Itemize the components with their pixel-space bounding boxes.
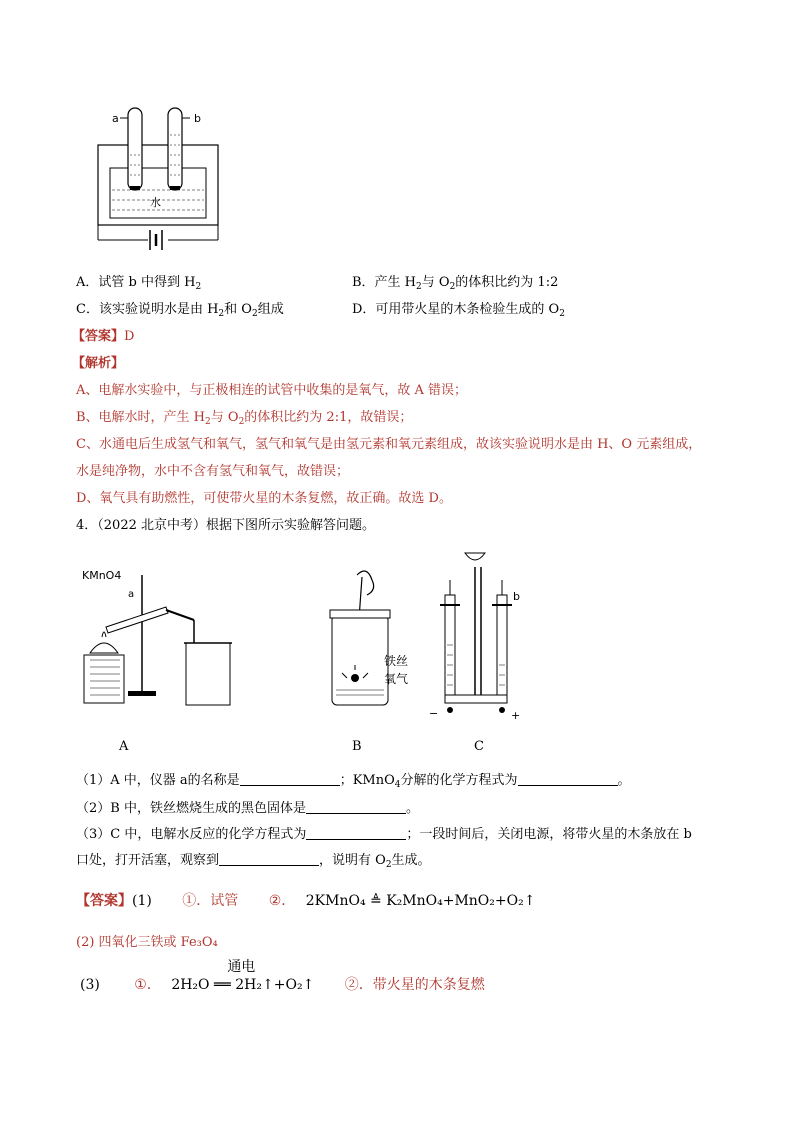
svg-text:−: − <box>429 707 439 720</box>
svg-text:b: b <box>194 112 201 125</box>
blank-3[interactable] <box>306 800 406 814</box>
option-d: D．可用带火星的木条检验生成的 $O_2$ <box>352 302 565 319</box>
tube-b <box>168 108 182 190</box>
option-b: B．产生 $H_2$与 $O_2$的体积比约为 1:2 <box>352 275 559 292</box>
analysis-line-b: B、电解水时，产生 $H_2$与 $O_2$的体积比约为 2:1，故错误； <box>76 410 413 427</box>
option-c: C．该实验说明水是由 $H_2$和 $O_2$组成 <box>76 302 284 319</box>
q4-sub3-line2: 口处，打开活塞，观察到 ，说明有 $O_2$生成。 <box>76 853 431 870</box>
blank-1[interactable] <box>240 772 340 786</box>
analysis-line-d: D、氧气具有助燃性，可使带火星的木条复燃，故正确。故选 D。 <box>76 491 452 506</box>
figure-b-iron-combustion <box>322 565 432 710</box>
svg-text:b: b <box>513 590 520 603</box>
analysis-label: 【解析】 <box>72 356 125 371</box>
svg-text:氧气: 氧气 <box>384 672 409 686</box>
q4-sub2: （2）B 中，铁丝燃烧生成的黑色固体是 。 <box>76 801 419 816</box>
svg-text:水: 水 <box>150 196 161 209</box>
electrolysis-figure-1 <box>90 100 230 260</box>
svg-text:+: + <box>511 709 521 722</box>
figure-a-kmno4-heating <box>76 565 246 710</box>
blank-4[interactable] <box>306 826 406 840</box>
figure-c-electrolysis <box>425 545 535 725</box>
caption-c: C <box>474 739 484 754</box>
svg-text:a: a <box>112 112 119 125</box>
svg-text:a: a <box>128 589 135 600</box>
option-a: A．试管 b 中得到 $H_2$ <box>76 275 202 292</box>
analysis-line-c1: C、水通电后生成氢气和氧气，氢气和氧气是由氢元素和氧元素组成，故该实验说明水是由 H、O 元素组成， <box>76 437 702 452</box>
analysis-line-a: A、电解水实验中，与正极相连的试管中收集的是氧气，故 A 错误； <box>76 383 468 398</box>
q4-sub3-line1: （3）C 中，电解水反应的化学方程式为 ；一段时间后，关闭电源，将带火星的木条放在 b <box>76 827 692 842</box>
analysis-line-c2: 水是纯净物，水中不含有氢气和氧气，故错误； <box>76 464 350 479</box>
caption-a: A <box>119 739 129 754</box>
answer-1: 【答案】D <box>72 329 135 344</box>
blank-2[interactable] <box>518 772 618 786</box>
blank-5[interactable] <box>219 852 319 866</box>
outer-wall-left <box>98 145 218 225</box>
q4-sub1: （1）A 中，仪器 a的名称是 ；KMnO$_4$分解的化学方程式为 。 <box>76 773 631 790</box>
answer-2-line1: 【答案】(1) ①．试管 ②． 2KMnO₄ ≜ K₂MnO₄+MnO₂+O₂↑ <box>76 893 536 909</box>
svg-text:铁丝: 铁丝 <box>384 654 409 668</box>
svg-text:KMnO4: KMnO4 <box>82 569 122 582</box>
answer-2-line2: (2) 四氧化三铁或 Fe₃O₄ <box>76 935 218 950</box>
answer-2-line3: (3) ①． 通电 2H₂O ══ 2H₂↑+O₂↑ ②．带火星的木条复燃 <box>80 959 485 993</box>
question-4-title: 4．（2022 北京中考）根据下图所示实验解答问题。 <box>76 518 375 533</box>
tube-a <box>128 108 142 190</box>
caption-b: B <box>352 739 362 754</box>
